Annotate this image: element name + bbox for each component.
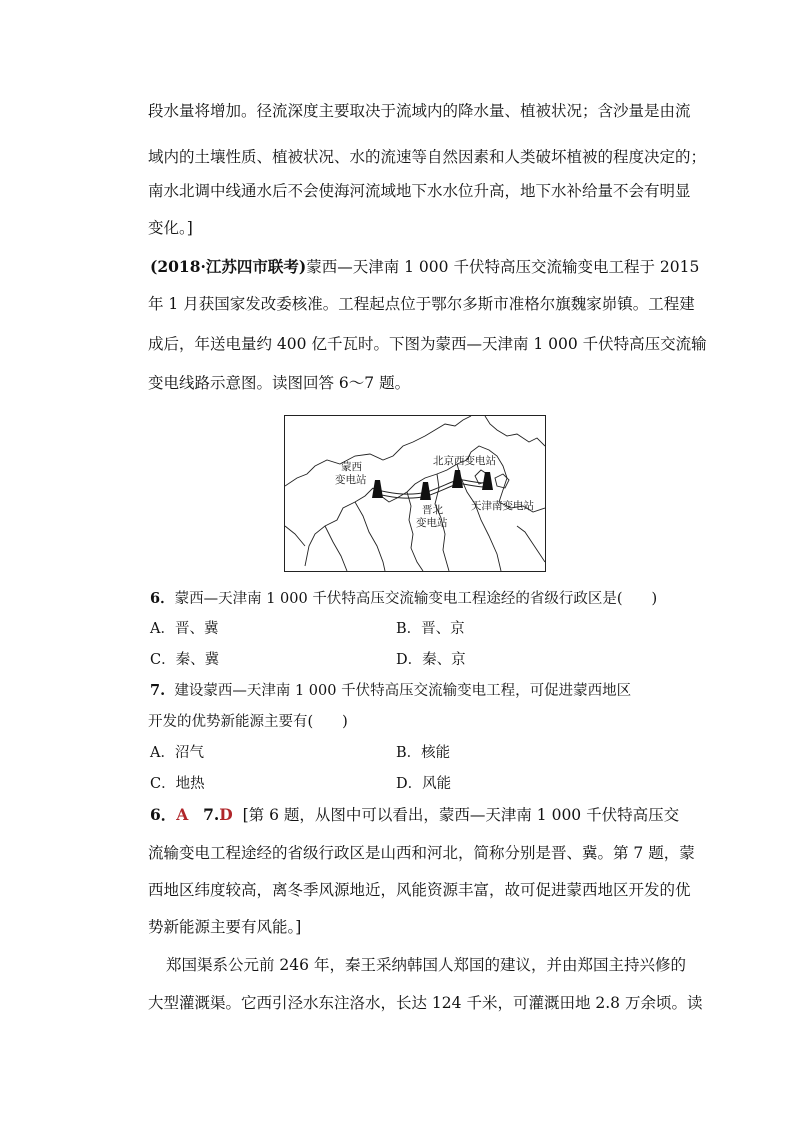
label-mengxi-1: 蒙西 <box>341 461 362 473</box>
intro-line4: 变电线路示意图。读图回答 6～7 题。 <box>148 374 411 392</box>
answer-line1-rest: [第 6 题，从图中可以看出，蒙西—天津南 1 000 千伏特高压交 <box>242 806 680 824</box>
passage1-line2: 域内的土壤性质、植被状况、水的流速等自然因素和人类破坏植被的程度决定的； <box>148 148 707 166</box>
label-tianjinnan: 天津南变电站 <box>471 500 534 512</box>
label-beijingxi: 北京西变电站 <box>433 455 496 467</box>
answer-num6: 6． <box>150 805 177 824</box>
label-jinbei-1: 晋北 <box>422 504 443 516</box>
label-mengxi-2: 变电站 <box>335 474 367 486</box>
q6-option-c: C．秦、冀 <box>150 652 220 668</box>
q6-option-d: D．秦、京 <box>396 652 466 668</box>
passage1-line3: 南水北调中线通水后不会使海河流域地下水水位升高，地下水补给量不会有明显 <box>148 182 691 200</box>
passage2-line2: 大型灌溉渠。它西引泾水东注洛水，长达 124 千米，可灌溉田地 2.8 万余顷。读 <box>148 994 703 1012</box>
intro-source: (2018·江苏四市联考) <box>150 257 307 276</box>
q7-option-b: B．核能 <box>396 745 451 761</box>
answer-line3: 西地区纬度较高，离冬季风源地近，风能资源丰富，故可促进蒙西地区开发的优 <box>148 881 691 899</box>
answer-line2: 流输变电工程途经的省级行政区是山西和河北，简称分别是晋、冀。第 7 题，蒙 <box>148 844 695 862</box>
q6-number: 6． <box>150 590 175 607</box>
intro-line1 <box>150 257 699 277</box>
map-drawing <box>285 416 545 571</box>
passage1-line1: 段水量将增加。径流深度主要取决于流域内的降水量、植被状况；含沙量是由流 <box>148 102 691 120</box>
intro-line1-rest: 蒙西—天津南 1 000 千伏特高压交流输变电工程于 2015 <box>306 258 700 276</box>
intro-line2: 年 1 月获国家发改委核准。工程起点位于鄂尔多斯市准格尔旗魏家峁镇。工程建 <box>148 295 695 313</box>
q7-option-c: C．地热 <box>150 776 205 792</box>
answer-line1 <box>150 805 679 825</box>
q7-option-a: A．沼气 <box>150 745 204 761</box>
q6-text: 蒙西—天津南 1 000 千伏特高压交流输变电工程途经的省级行政区是( ) <box>174 591 658 607</box>
passage1-line4: 变化。] <box>148 219 193 237</box>
answer-num7: 7. <box>203 805 220 824</box>
answer-line4: 势新能源主要有风能。] <box>148 918 302 936</box>
question-7-line1 <box>150 681 631 701</box>
q7-number: 7. <box>150 682 166 699</box>
transmission-line-map <box>284 415 546 572</box>
q7-option-d: D．风能 <box>396 776 452 792</box>
passage2-line1: 郑国渠系公元前 246 年，秦王采纳韩国人郑国的建议，并由郑国主持兴修的 <box>166 956 686 974</box>
answer-6: A <box>176 805 189 824</box>
question-6 <box>150 589 657 609</box>
q6-option-b: B．晋、京 <box>396 621 465 637</box>
q6-option-a: A．晋、冀 <box>150 621 219 637</box>
label-jinbei-2: 变电站 <box>416 517 448 529</box>
q7-line1: 建设蒙西—天津南 1 000 千伏特高压交流输变电工程，可促进蒙西地区 <box>174 683 632 699</box>
answer-7: D <box>219 805 233 824</box>
intro-line3: 成后，年送电量约 400 亿千瓦时。下图为蒙西—天津南 1 000 千伏特高压交流输 <box>148 335 707 353</box>
question-7-line2: 开发的优势新能源主要有( ) <box>148 714 348 730</box>
